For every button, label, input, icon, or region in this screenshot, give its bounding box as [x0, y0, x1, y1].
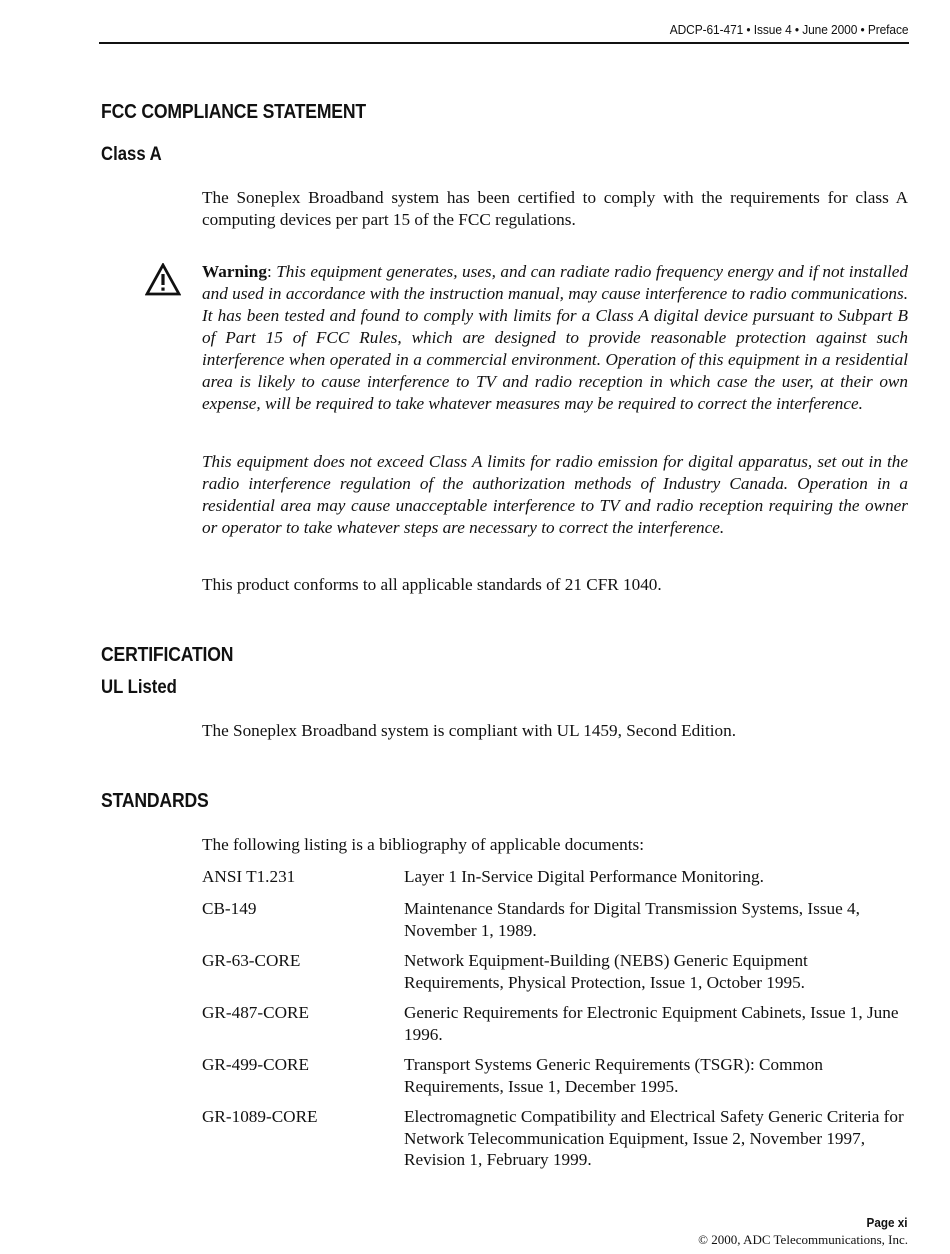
copyright-notice: © 2000, ADC Telecommunications, Inc.	[698, 1232, 908, 1247]
standard-id: GR-487-CORE	[202, 1003, 309, 1022]
fcc-class-subtitle: Class A	[101, 144, 162, 165]
warning-triangle-icon	[145, 263, 181, 297]
standard-description: Generic Requirements for Electronic Equipment Cabinets, Issue 1, June 1996.	[404, 1003, 899, 1044]
standards-section-title: STANDARDS	[101, 790, 209, 812]
cfr-paragraph: This product conforms to all applicable standards of 21 CFR 1040.	[202, 575, 662, 594]
warning-label: Warning	[202, 262, 267, 281]
running-head: ADCP-61-471 • Issue 4 • June 2000 • Preface	[669, 22, 908, 37]
standard-id: CB-149	[202, 899, 257, 918]
fcc-section-title: FCC COMPLIANCE STATEMENT	[101, 101, 366, 123]
standard-id: GR-499-CORE	[202, 1055, 309, 1074]
fcc-intro-paragraph: The Soneplex Broadband system has been certified to comply with the requirements for class A computing devices per part 15 of the FCC regulations.	[202, 188, 908, 229]
standard-description: Transport Systems Generic Requirements (TSGR): Common Requirements, Issue 1, December 1995.	[404, 1055, 823, 1096]
page-number: Page xi	[867, 1215, 908, 1230]
standard-description: Maintenance Standards for Digital Transmission Systems, Issue 4, November 1, 1989.	[404, 899, 860, 940]
standard-description: Network Equipment-Building (NEBS) Generic Equipment Requirements, Physical Protection, Issue 1, October 1995.	[404, 951, 808, 992]
standard-description: Layer 1 In-Service Digital Performance Monitoring.	[404, 867, 764, 886]
standard-id: GR-63-CORE	[202, 951, 301, 970]
certification-section-title: CERTIFICATION	[101, 644, 234, 666]
warning-colon: :	[266, 262, 272, 281]
ul-listed-subtitle: UL Listed	[101, 677, 177, 698]
standard-id: GR-1089-CORE	[202, 1107, 318, 1126]
standard-id: ANSI T1.231	[202, 867, 296, 886]
warning-paragraph	[202, 261, 908, 415]
standard-description: Electromagnetic Compatibility and Electrical Safety Generic Criteria for Network Telecommunication Equipment, Issue 2, November 1997, Revision 1, February 1999.	[404, 1107, 904, 1169]
header-rule	[99, 42, 909, 44]
canada-paragraph: This equipment does not exceed Class A limits for radio emission for digital apparatus, set out in the radio interference regulation of the authorization methods of Industry Canada. Operation in a residential area may cause unacceptable interference to TV and radio reception requiring the owner or operator to take whatever steps are necessary to correct the interference.	[202, 452, 908, 537]
standards-intro: The following listing is a bibliography of applicable documents:	[202, 835, 645, 854]
ul-paragraph: The Soneplex Broadband system is compliant with UL 1459, Second Edition.	[202, 721, 737, 740]
warning-text: This equipment generates, uses, and can radiate radio frequency energy and if not installed and used in accordance with the instruction manual, may cause interference to radio communications. It has been tested and found to comply with limits for a Class A digital device pursuant to Subpart B of Part 15 of FCC Rules, which are designed to provide reasonable protection against such interference when operated in a commercial environment. Operation of this equipment in a residential area is likely to cause interference to TV and radio reception in which case the user, at their own expense, will be required to take whatever measures may be required to correct the interference.	[202, 262, 909, 413]
